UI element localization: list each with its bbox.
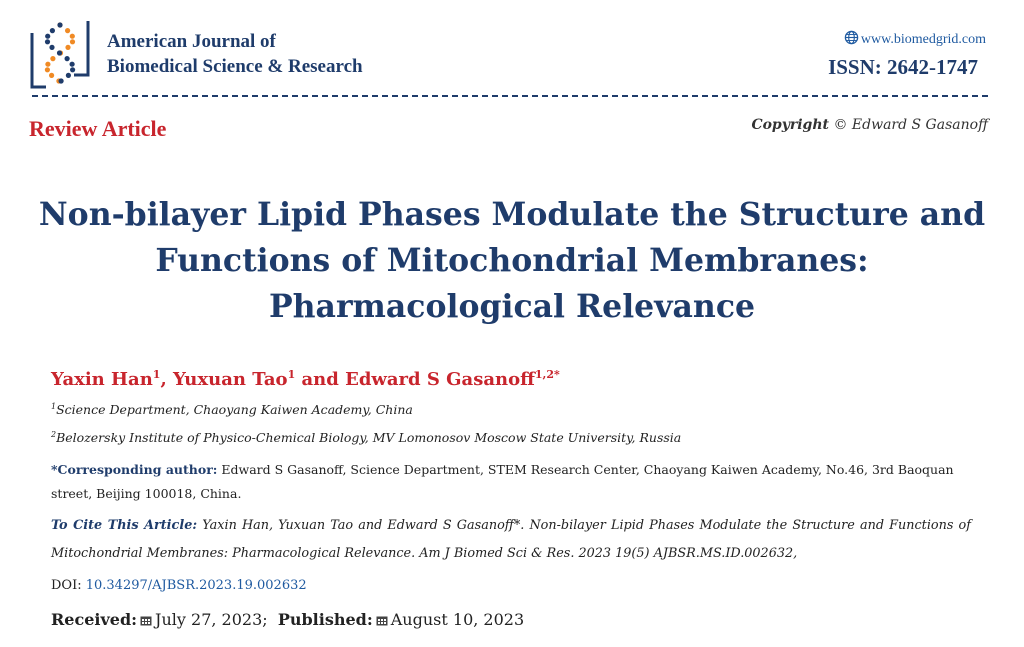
helix-dot xyxy=(70,62,75,67)
journal-name xyxy=(107,29,363,79)
publication-dates xyxy=(51,610,524,629)
helix-dot xyxy=(70,67,75,72)
citation-text: Yaxin Han, Yuxuan Tao and Edward S Gasanoff*. Non-bilayer Lipid Phases Modulate the Structure and Functions of Mitochondrial Membranes: Pharmacological Relevance. Am J Biomed Sci & Res. 2023 19(5) AJBSR.MS.ID.002632, xyxy=(51,518,971,561)
corresponding-author-text: Edward S Gasanoff, Science Department, STEM Research Center, Chaoyang Kaiwen Academy, No.46, 3rd Baoquan street, Beijing 100018, China. xyxy=(51,462,954,501)
author-separator: and xyxy=(295,369,346,390)
calendar-icon xyxy=(376,615,388,626)
header-divider xyxy=(32,95,988,97)
journal-name-line-1: American Journal of xyxy=(107,31,276,52)
author-list xyxy=(51,368,560,390)
helix-dot xyxy=(45,34,50,39)
website-url: www.biomedgrid.com xyxy=(860,32,986,47)
helix-dot xyxy=(50,28,55,33)
affiliation xyxy=(51,402,413,417)
affiliation xyxy=(51,430,681,445)
author-separator: , xyxy=(160,369,173,390)
author-name: Edward S Gasanoff xyxy=(345,369,535,390)
doi-label: DOI: xyxy=(51,578,86,593)
dna-helix-logo xyxy=(28,15,92,93)
copyright-holder: © Edward S Gasanoff xyxy=(833,117,988,133)
helix-dot xyxy=(66,73,71,78)
journal-name-line-2: Biomedical Science & Research xyxy=(107,56,363,77)
published-label: Published: xyxy=(277,610,373,629)
corresponding-author xyxy=(51,458,976,506)
article-type: Review Article xyxy=(29,116,167,141)
helix-dot xyxy=(45,39,50,44)
title-line-2: Functions of Mitochondrial Membranes: xyxy=(155,242,869,279)
helix-dot xyxy=(45,67,50,72)
helix-dot xyxy=(45,62,50,67)
copyright-label: Copyright xyxy=(751,117,829,133)
helix-dot xyxy=(57,50,62,55)
citation xyxy=(51,512,971,568)
copyright-notice xyxy=(751,117,988,133)
helix-dot xyxy=(49,45,54,50)
affiliation-text: Belozersky Institute of Physico-Chemical Biology, MV Lomonosov Moscow State University, Russia xyxy=(56,430,682,446)
helix-dot xyxy=(65,28,70,33)
website-link[interactable] xyxy=(844,30,986,48)
helix-dot xyxy=(70,34,75,39)
title-line-1: Non-bilayer Lipid Phases Modulate the Structure and xyxy=(38,196,986,233)
affiliation-mark: 1 xyxy=(51,402,57,411)
author-name: Yuxuan Tao xyxy=(173,369,288,390)
affiliation-mark: 2 xyxy=(51,430,57,439)
author-name: Yaxin Han xyxy=(51,369,153,390)
title-line-3: Pharmacological Relevance xyxy=(268,288,756,325)
corresponding-author-label: *Corresponding author: xyxy=(51,462,218,477)
helix-dot xyxy=(65,45,70,50)
globe-icon xyxy=(844,30,859,45)
helix-dot xyxy=(57,22,62,27)
helix-dot xyxy=(59,78,64,83)
published-date: August 10, 2023 xyxy=(390,610,525,629)
doi xyxy=(51,578,307,593)
received-date: July 27, 2023; xyxy=(155,610,268,629)
author-affiliation-mark: 1,2* xyxy=(534,368,560,381)
doi-link[interactable]: 10.34297/AJBSR.2023.19.002632 xyxy=(85,578,307,593)
citation-label: To Cite This Article: xyxy=(51,518,198,533)
helix-dot xyxy=(50,56,55,61)
article-title xyxy=(0,192,1024,330)
helix-dot xyxy=(70,39,75,44)
issn-number: ISSN: 2642-1747 xyxy=(828,55,978,79)
calendar-icon xyxy=(140,615,152,626)
author-affiliation-mark: 1 xyxy=(152,368,161,381)
affiliation-text: Science Department, Chaoyang Kaiwen Academy, China xyxy=(56,402,413,418)
received-label: Received: xyxy=(51,610,138,629)
helix-dot xyxy=(49,73,54,78)
author-affiliation-mark: 1 xyxy=(287,368,296,381)
helix-dot xyxy=(65,56,70,61)
